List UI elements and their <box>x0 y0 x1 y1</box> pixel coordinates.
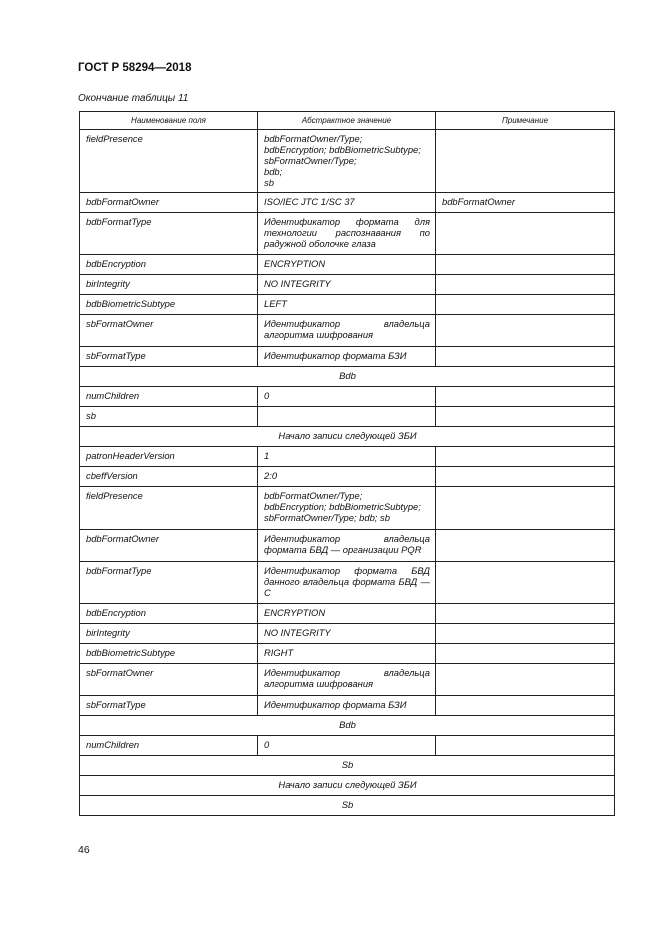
cell-field-name: sbFormatOwner <box>80 315 258 347</box>
table-row <box>80 407 615 427</box>
section-label: Bdb <box>80 367 615 387</box>
column-header-note: Примечание <box>436 112 615 130</box>
table-row <box>80 604 615 624</box>
table-row <box>80 644 615 664</box>
cell-note <box>436 736 615 756</box>
table-row <box>80 347 615 367</box>
table-section-row <box>80 716 615 736</box>
cell-abstract-value: ENCRYPTION <box>258 255 436 275</box>
table-row <box>80 736 615 756</box>
cell-note <box>436 644 615 664</box>
table-row <box>80 387 615 407</box>
cell-note <box>436 487 615 530</box>
cell-abstract-value: Идентификатор формата для технологии распознавания по радужной оболочке глаза <box>258 213 436 255</box>
section-label: Начало записи следующей ЗБИ <box>80 776 615 796</box>
cell-note <box>436 696 615 716</box>
table-row <box>80 696 615 716</box>
cell-note <box>436 213 615 255</box>
cell-note <box>436 387 615 407</box>
cell-field-name: sbFormatType <box>80 347 258 367</box>
cell-abstract-value: 2:0 <box>258 467 436 487</box>
table-row <box>80 487 615 530</box>
table-row <box>80 275 615 295</box>
table-section-row <box>80 427 615 447</box>
cell-note <box>436 447 615 467</box>
cell-note <box>436 467 615 487</box>
table-header-row <box>80 112 615 130</box>
cell-field-name: bdbBiometricSubtype <box>80 644 258 664</box>
cell-field-name: bdbEncryption <box>80 604 258 624</box>
cell-note <box>436 130 615 193</box>
cell-note <box>436 624 615 644</box>
table-section-row <box>80 367 615 387</box>
cell-field-name: fieldPresence <box>80 130 258 193</box>
cell-note <box>436 664 615 696</box>
table-row <box>80 130 615 193</box>
cell-abstract-value: Идентификатор формата БЗИ <box>258 696 436 716</box>
cell-field-name: bdbFormatOwner <box>80 193 258 213</box>
cell-abstract-value: Идентификатор владельца алгоритма шифрования <box>258 315 436 347</box>
cell-note <box>436 407 615 427</box>
cell-abstract-value: ISO/IEC JTC 1/SC 37 <box>258 193 436 213</box>
table-section-row <box>80 756 615 776</box>
cell-field-name: birIntegrity <box>80 275 258 295</box>
section-label: Bdb <box>80 716 615 736</box>
table-row <box>80 530 615 562</box>
table-section-row <box>80 796 615 816</box>
section-label: Sb <box>80 756 615 776</box>
section-label: Начало записи следующей ЗБИ <box>80 427 615 447</box>
cell-abstract-value: Идентификатор формата БВД данного владельца формата БВД — С <box>258 562 436 604</box>
document-header: ГОСТ Р 58294—2018 <box>78 62 192 74</box>
table-row <box>80 193 615 213</box>
cell-field-name: fieldPresence <box>80 487 258 530</box>
cell-field-name: bdbFormatType <box>80 213 258 255</box>
table-row <box>80 562 615 604</box>
cell-abstract-value: RIGHT <box>258 644 436 664</box>
table-row <box>80 467 615 487</box>
table-row <box>80 295 615 315</box>
cell-note: bdbFormatOwner <box>436 193 615 213</box>
cell-note <box>436 255 615 275</box>
data-table <box>79 111 615 816</box>
table-section-row <box>80 776 615 796</box>
cell-field-name: bdbEncryption <box>80 255 258 275</box>
cell-abstract-value <box>258 407 436 427</box>
cell-field-name: bdbBiometricSubtype <box>80 295 258 315</box>
cell-field-name: numChildren <box>80 736 258 756</box>
table-row <box>80 213 615 255</box>
cell-note <box>436 295 615 315</box>
cell-note <box>436 604 615 624</box>
cell-note <box>436 315 615 347</box>
table-row <box>80 447 615 467</box>
cell-note <box>436 530 615 562</box>
cell-note <box>436 562 615 604</box>
section-label: Sb <box>80 796 615 816</box>
cell-abstract-value: NO INTEGRITY <box>258 624 436 644</box>
cell-field-name: birIntegrity <box>80 624 258 644</box>
cell-abstract-value: bdbFormatOwner/Type; bdbEncryption; bdbBiometricSubtype; sbFormatOwner/Type; bdb; sb <box>258 130 436 193</box>
cell-field-name: bdbFormatOwner <box>80 530 258 562</box>
cell-note <box>436 347 615 367</box>
cell-field-name: sbFormatType <box>80 696 258 716</box>
page-number: 46 <box>78 844 90 856</box>
cell-field-name: sb <box>80 407 258 427</box>
cell-field-name: sbFormatOwner <box>80 664 258 696</box>
column-header-value: Абстрактное значение <box>258 112 436 130</box>
cell-abstract-value: 0 <box>258 736 436 756</box>
table-row <box>80 255 615 275</box>
cell-field-name: bdbFormatType <box>80 562 258 604</box>
cell-abstract-value: 0 <box>258 387 436 407</box>
cell-abstract-value: ENCRYPTION <box>258 604 436 624</box>
cell-note <box>436 275 615 295</box>
table-row <box>80 315 615 347</box>
cell-abstract-value: Идентификатор формата БЗИ <box>258 347 436 367</box>
column-header-field: Наименование поля <box>80 112 258 130</box>
cell-abstract-value: Идентификатор владельца формата БВД — организации PQR <box>258 530 436 562</box>
cell-abstract-value: NO INTEGRITY <box>258 275 436 295</box>
table-row <box>80 624 615 644</box>
table-caption: Окончание таблицы 11 <box>78 93 189 104</box>
cell-abstract-value: bdbFormatOwner/Type; bdbEncryption; bdbBiometricSubtype; sbFormatOwner/Type; bdb; sb <box>258 487 436 530</box>
cell-field-name: numChildren <box>80 387 258 407</box>
cell-abstract-value: 1 <box>258 447 436 467</box>
table-row <box>80 664 615 696</box>
cell-abstract-value: LEFT <box>258 295 436 315</box>
cell-field-name: cbeffVersion <box>80 467 258 487</box>
cell-field-name: patronHeaderVersion <box>80 447 258 467</box>
cell-abstract-value: Идентификатор владельца алгоритма шифрования <box>258 664 436 696</box>
